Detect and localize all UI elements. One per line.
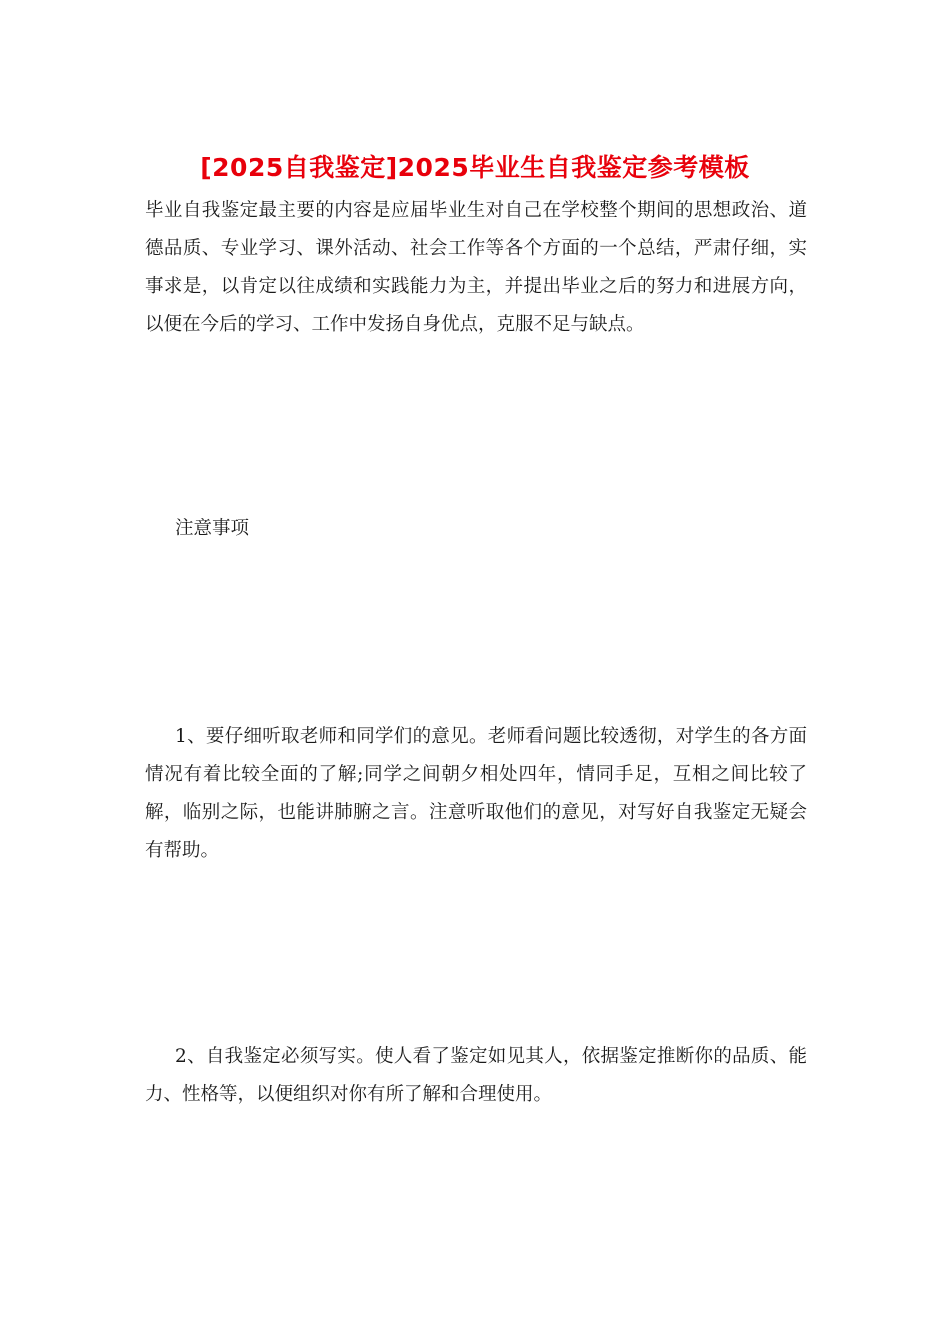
document-title: [2025自我鉴定]2025毕业生自我鉴定参考模板: [200, 153, 750, 182]
section-heading-notes: 注意事项: [175, 518, 250, 539]
notes-item-2: 2、自我鉴定必须写实。使人看了鉴定如见其人，依据鉴定推断你的品质、能力、性格等，以便组织对你有所了解和合理使用。: [145, 1046, 807, 1105]
notes-item-1: 1、要仔细听取老师和同学们的意见。老师看问题比较透彻，对学生的各方面情况有着比较全面的了解;同学之间朝夕相处四年，情同手足，互相之间比较了解，临别之际，也能讲肺腑之言。注意听取他们的意见，对写好自我鉴定无疑会有帮助。: [145, 726, 807, 861]
intro-paragraph: 毕业自我鉴定最主要的内容是应届毕业生对自己在学校整个期间的思想政治、道德品质、专业学习、课外活动、社会工作等各个方面的一个总结，严肃仔细，实事求是，以肯定以往成绩和实践能力为主，并提出毕业之后的努力和进展方向，以便在今后的学习、工作中发扬自身优点，克服不足与缺点。: [145, 200, 807, 335]
